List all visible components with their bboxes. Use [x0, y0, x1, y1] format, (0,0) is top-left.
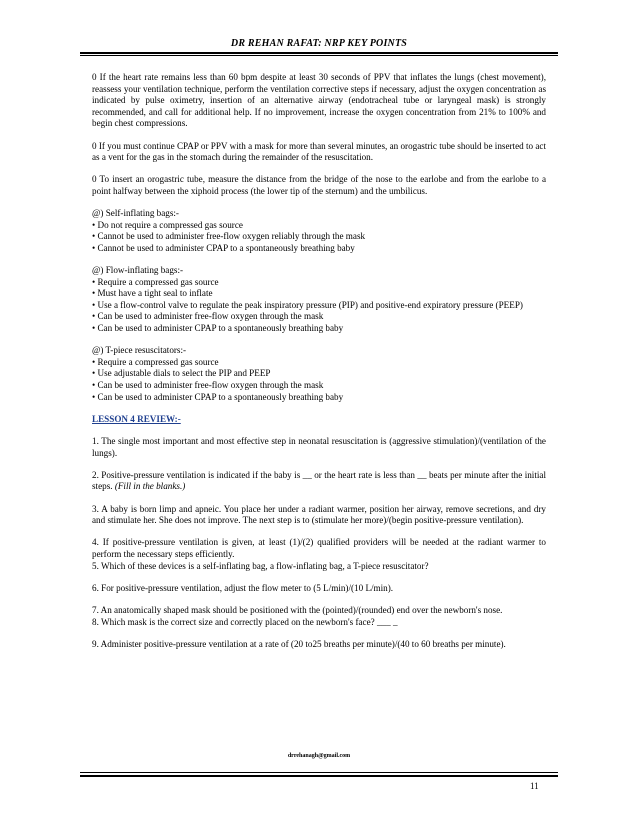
footer-rule	[80, 775, 558, 777]
footer-rule-thin	[80, 772, 558, 773]
review-questions-4-5	[92, 537, 546, 572]
review-question-9: 9. Administer positive-pressure ventilation at a rate of (20 to25 breaths per minute)/(40 to 60 breaths per minute).	[92, 638, 506, 649]
review-question-7: 7. An anatomically shaped mask should be positioned with the (pointed)/(rounded) end over the newborn's nose.	[92, 604, 503, 615]
list-item: • Can be used to administer CPAP to a spontaneously breathing baby	[92, 391, 344, 402]
review-question-5: 5. Which of these devices is a self-inflating bag, a flow-inflating bag, a T-piece resuscitator?	[92, 560, 429, 571]
review-question-2	[92, 470, 546, 493]
list-item: • Can be used to administer free-flow oxygen through the mask	[92, 311, 324, 322]
header-rule	[80, 52, 558, 54]
section-title: @) Self-inflating bags:-	[92, 208, 179, 219]
review-questions-7-8	[92, 605, 546, 628]
page-content	[92, 72, 546, 661]
list-item: • Cannot be used to administer free-flow oxygen reliably through the mask	[92, 231, 366, 242]
paragraph-orogastric-vent: 0 If you must continue CPAP or PPV with a mask for more than several minutes, an orogastric tube should be inserted to act as a vent for the gas in the stomach during the remainder of the resuscitation.	[92, 140, 546, 163]
t-piece-resuscitators-section	[92, 345, 546, 403]
paragraph-heart-rate: 0 If the heart rate remains less than 60 bpm despite at least 30 seconds of PPV that inflates the lungs (chest movement), reassess your ventilation technique, perform the ventilation corrective steps if necessary, adjust the oxygen concentration as indicated by pulse oximetry, insertion of an alternative airway (endotracheal tube or laryngeal mask) is strongly recommended, and call for additional help. If no improvement, increase the oxygen concentration from 21% to 100% and begin chest compressions.	[92, 72, 546, 129]
question-text: 2. Positive-pressure ventilation is indicated if the baby is __ or the heart rate is less than __ beats per minute after the initial steps.	[92, 469, 546, 492]
section-title: @) T-piece resuscitators:-	[92, 345, 187, 356]
footer-email: drrehanagh@gmail.com	[287, 753, 351, 759]
review-question-1: 1. The single most important and most effective step in neonatal resuscitation is (aggressive stimulation)/(ventilation of the lungs).	[92, 436, 546, 458]
list-item: • Require a compressed gas source	[92, 356, 219, 367]
page-number: 11	[530, 781, 539, 791]
review-question-3: 3. A baby is born limp and apneic. You place her under a radiant warmer, position her airway, remove secretions, and dry and stimulate her. She does not improve. The next step is to (stimulate her more)/(begin positive-pressure ventilation).	[92, 503, 546, 526]
list-item: • Require a compressed gas source	[92, 276, 219, 287]
review-question-6: 6. For positive-pressure ventilation, adjust the flow meter to (5 L/min)/(10 L/min).	[92, 582, 394, 593]
header-rule-thin	[80, 55, 558, 56]
paragraph-orogastric-insert: 0 To insert an orogastric tube, measure the distance from the bridge of the nose to the earlobe and from the earlobe to a point halfway between the xiphoid process (the lower tip of the sternum) and the umbilicus.	[92, 174, 546, 196]
list-item: • Can be used to administer CPAP to a spontaneously breathing baby	[92, 323, 344, 334]
list-item: • Cannot be used to administer CPAP to a spontaneously breathing baby	[92, 242, 355, 253]
list-item: • Use a flow-control valve to regulate the peak inspiratory pressure (PIP) and positive-end expiratory pressure (PEEP)	[92, 299, 523, 310]
list-item: • Must have a tight seal to inflate	[92, 288, 213, 299]
flow-inflating-bags-section	[92, 265, 546, 335]
self-inflating-bags-section	[92, 208, 546, 254]
lesson-review-heading: LESSON 4 REVIEW:-	[92, 413, 181, 424]
list-item: • Can be used to administer free-flow oxygen through the mask	[92, 380, 324, 391]
review-question-8: 8. Which mask is the correct size and correctly placed on the newborn's face? ___ _	[92, 616, 398, 627]
review-question-4: 4. If positive-pressure ventilation is given, at least (1)/(2) qualified providers will be needed at the radiant warmer to perform the necessary steps efficiently.	[92, 537, 546, 559]
question-instruction: (Fill in the blanks.)	[114, 481, 186, 492]
section-title: @) Flow-inflating bags:-	[92, 265, 184, 276]
list-item: • Do not require a compressed gas source	[92, 219, 243, 230]
list-item: • Use adjustable dials to select the PIP and PEEP	[92, 368, 271, 379]
page-header-title: DR REHAN RAFAT: NRP KEY POINTS	[230, 38, 408, 49]
